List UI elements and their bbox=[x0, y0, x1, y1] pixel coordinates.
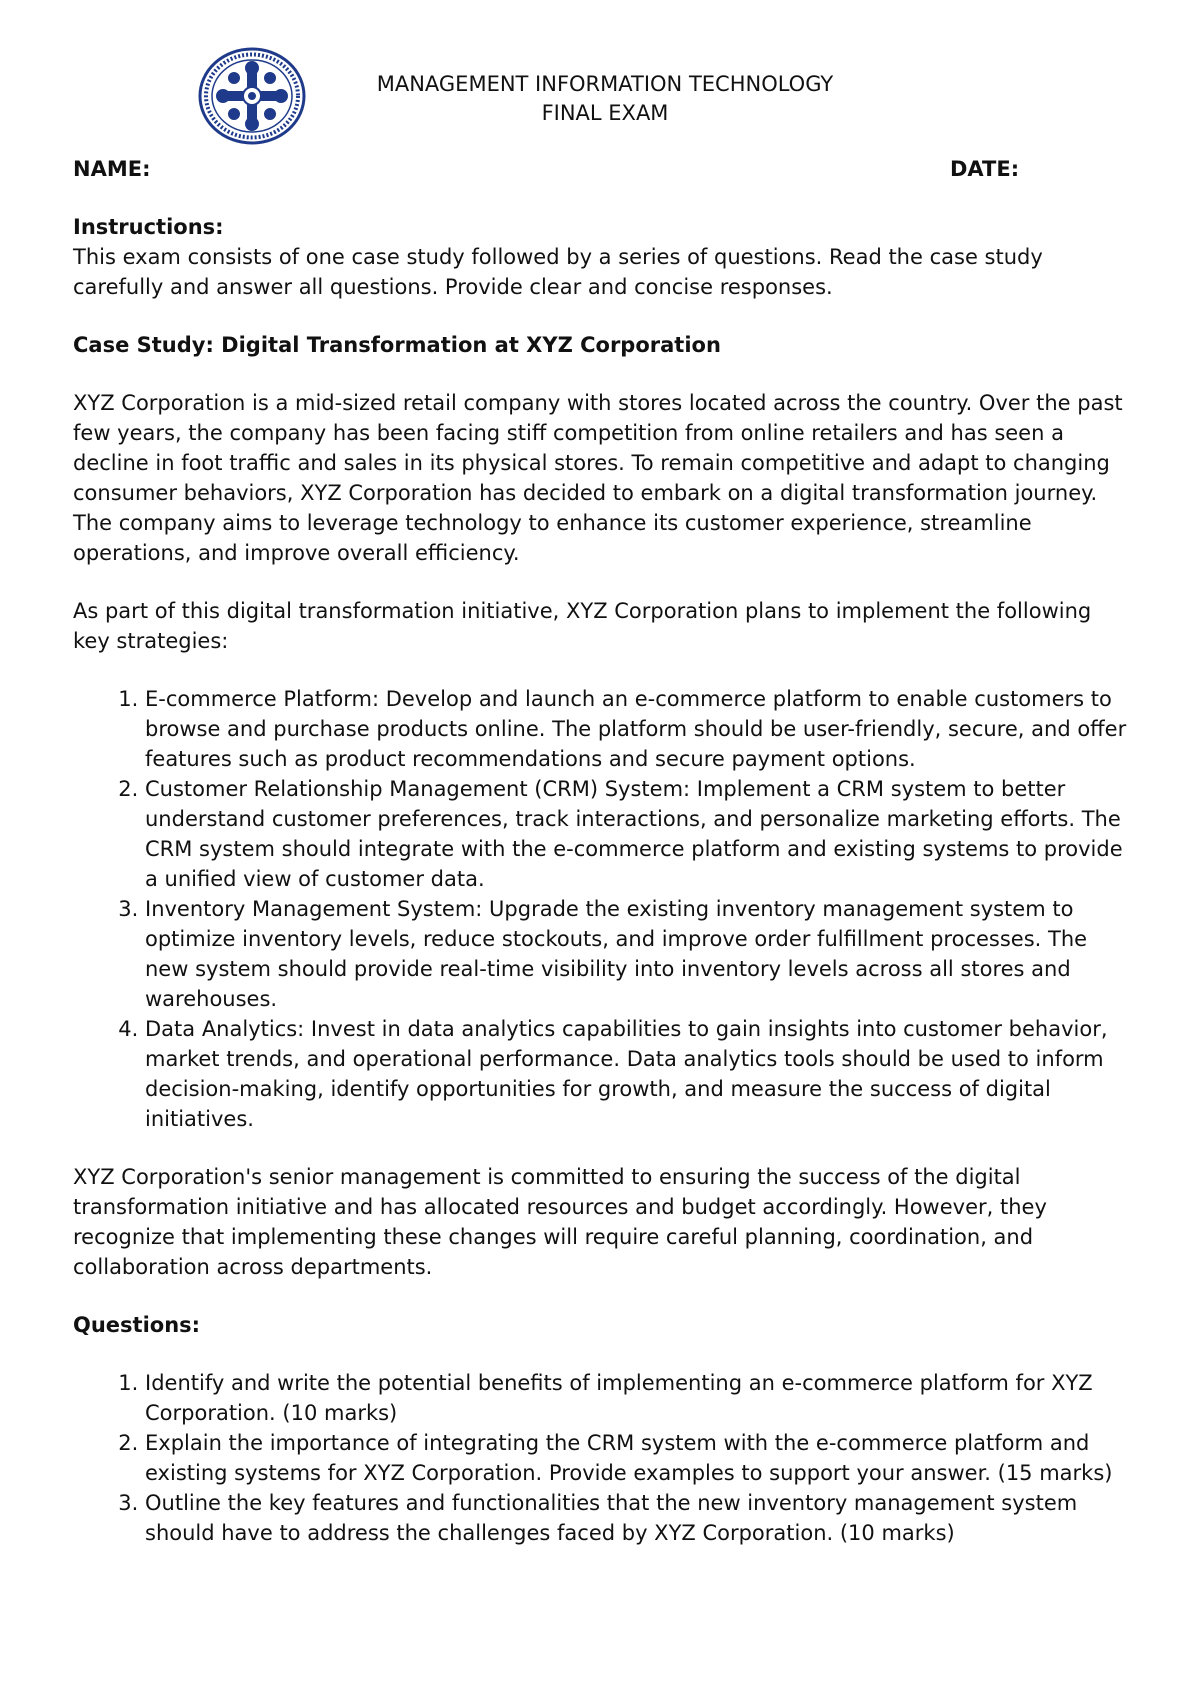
date-label: DATE: bbox=[950, 157, 1020, 181]
name-label: NAME: bbox=[73, 157, 151, 181]
strategy-item: 2. Customer Relationship Management (CRM) System: Implement a CRM system to better understand customer preferences, track interactions, and personalize marketing efforts. The CRM system should integrate with the e-commerce platform and existing systems to provide a unified view of customer data. bbox=[145, 774, 1133, 894]
questions-heading: Questions: bbox=[73, 1313, 201, 1337]
question-item: 1. Identify and write the potential benefits of implementing an e-commerce platform for XYZ Corporation. (10 marks) bbox=[145, 1368, 1133, 1428]
course-title: MANAGEMENT INFORMATION TECHNOLOGY bbox=[376, 72, 834, 96]
strategies-list bbox=[73, 684, 1133, 1134]
case-study-intro: XYZ Corporation is a mid-sized retail company with stores located across the country. Over the past few years, the company has been facing stiff competition from online retailers and has seen a decline in foot traffic and sales in its physical stores. To remain competitive and adapt to changing consumer behaviors, XYZ Corporation has decided to embark on a digital transformation journey. The company aims to leverage technology to enhance its customer experience, streamline operations, and improve overall efficiency. bbox=[73, 391, 1123, 565]
question-item: 2. Explain the importance of integrating the CRM system with the e-commerce platform and existing systems for XYZ Corporation. Provide examples to support your answer. (15 marks) bbox=[145, 1428, 1133, 1488]
exam-content bbox=[73, 212, 1133, 1548]
instructions-text: This exam consists of one case study followed by a series of questions. Read the case study carefully and answer all questions. Provide clear and concise responses. bbox=[73, 245, 1043, 299]
strategy-item: 1. E-commerce Platform: Develop and launch an e-commerce platform to enable customers to browse and purchase products online. The platform should be user-friendly, secure, and offer features such as product recommendations and secure payment options. bbox=[145, 684, 1133, 774]
exam-title bbox=[300, 70, 910, 128]
college-seal-logo bbox=[197, 46, 307, 146]
questions-list bbox=[73, 1368, 1133, 1548]
strategies-lead: As part of this digital transformation initiative, XYZ Corporation plans to implement the following key strategies: bbox=[73, 599, 1092, 653]
case-study-heading: Case Study: Digital Transformation at XYZ Corporation bbox=[73, 333, 721, 357]
case-study-closing: XYZ Corporation's senior management is committed to ensuring the success of the digital transformation initiative and has allocated resources and budget accordingly. However, they recognize that implementing these changes will require careful planning, coordination, and collaboration across departments. bbox=[73, 1165, 1047, 1279]
instructions-heading: Instructions: bbox=[73, 215, 224, 239]
question-item: 3. Outline the key features and functionalities that the new inventory management system should have to address the challenges faced by XYZ Corporation. (10 marks) bbox=[145, 1488, 1133, 1548]
strategy-item: 3. Inventory Management System: Upgrade the existing inventory management system to optimize inventory levels, reduce stockouts, and improve order fulfillment processes. The new system should provide real-time visibility into inventory levels across all stores and warehouses. bbox=[145, 894, 1133, 1014]
strategy-item: 4. Data Analytics: Invest in data analytics capabilities to gain insights into customer behavior, market trends, and operational performance. Data analytics tools should be used to inform decision-making, identify opportunities for growth, and measure the success of digital initiatives. bbox=[145, 1014, 1133, 1134]
exam-type: FINAL EXAM bbox=[541, 101, 669, 125]
